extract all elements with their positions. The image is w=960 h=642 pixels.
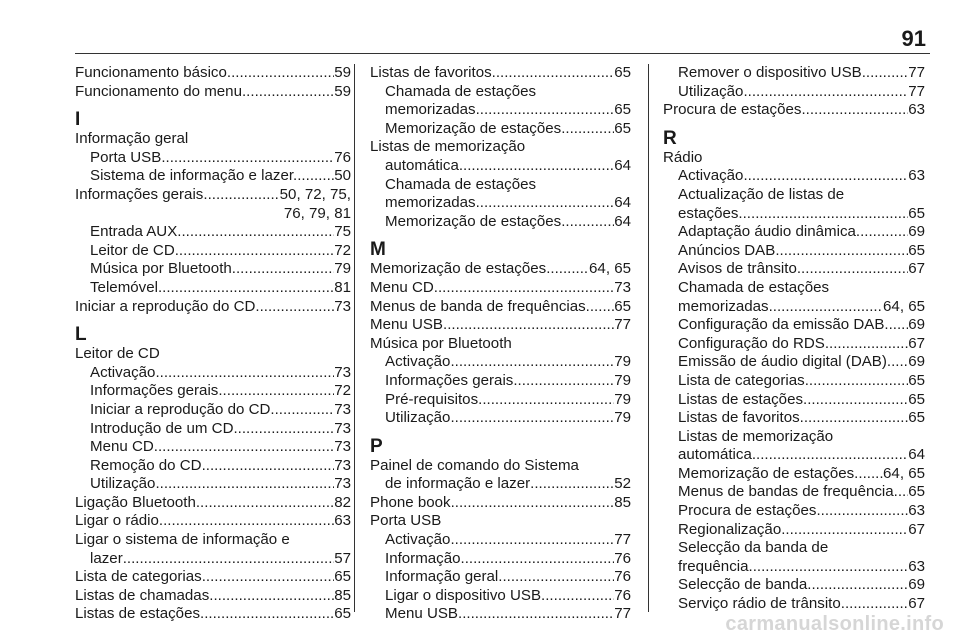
index-term: Configuração da emissão DAB. <box>678 316 889 334</box>
index-page-ref: 65 <box>614 64 631 81</box>
dot-leader <box>202 457 335 476</box>
index-term: Procura de estações <box>663 101 802 119</box>
dot-leader <box>513 372 614 391</box>
dot-leader <box>752 446 908 465</box>
index-term: automática <box>678 446 752 464</box>
dot-leader <box>200 605 334 624</box>
index-term: Iniciar a reprodução do CD <box>90 400 271 418</box>
index-term: Utilização <box>90 475 156 493</box>
index-term: Selecção de banda <box>678 576 808 594</box>
index-entry <box>75 420 351 439</box>
index-page-ref: 73 <box>334 297 351 315</box>
index-page-ref: 76 <box>614 568 631 586</box>
index-entry <box>370 194 631 213</box>
index-term: Adaptação áudio dinâmica <box>678 223 856 241</box>
index-entry <box>75 186 351 205</box>
index-term: Sistema de informação e lazer. <box>90 167 298 185</box>
dot-leader <box>803 391 908 410</box>
index-page-ref: 64 <box>908 446 925 464</box>
index-page-ref: 77 <box>614 531 631 549</box>
index-page-ref: 63 <box>908 101 925 119</box>
index-entry <box>370 494 631 513</box>
index-entry <box>370 64 631 83</box>
index-term: Memorização de estações <box>385 119 562 137</box>
index-heading: Rádio <box>663 148 703 166</box>
dot-leader <box>805 372 909 391</box>
index-page-ref: 52 <box>614 475 631 493</box>
index-heading: Chamada de estações <box>385 175 537 193</box>
dot-leader <box>769 298 883 317</box>
index-entry <box>663 353 925 372</box>
index-page-ref: 77 <box>614 605 631 623</box>
index-term: memorizadas <box>678 297 769 315</box>
index-term: Menus de banda de frequências. <box>370 297 590 315</box>
dot-leader <box>887 353 908 372</box>
index-term: Activação <box>90 363 156 381</box>
dot-leader <box>530 475 614 494</box>
dot-leader <box>233 420 334 439</box>
dot-leader <box>175 242 334 261</box>
index-page-ref: 65 <box>334 605 351 623</box>
watermark: carmanualsonline.info <box>725 613 944 635</box>
index-letter-heading: P <box>370 435 383 457</box>
index-term: Informações gerais <box>385 371 514 389</box>
dot-leader <box>801 101 908 120</box>
index-entry <box>75 605 351 624</box>
index-entry <box>370 260 631 279</box>
index-entry <box>75 457 351 476</box>
index-entry <box>663 167 925 186</box>
index-page-ref: 67 <box>908 520 925 538</box>
index-entry <box>370 409 631 428</box>
index-entry <box>75 279 351 298</box>
index-entry <box>75 587 351 606</box>
index-heading: Selecção da banda de <box>678 539 829 557</box>
page-number: 91 <box>901 26 926 51</box>
index-page-ref: 63 <box>908 167 925 185</box>
index-page-ref: 57 <box>334 549 351 567</box>
index-entry <box>75 223 351 242</box>
index-page-ref: 82 <box>334 493 351 511</box>
index-term: Menu USB <box>385 605 458 623</box>
dot-leader <box>816 502 908 521</box>
index-term: memorizadas <box>385 101 476 119</box>
index-page-ref: 79 <box>614 353 631 371</box>
index-entry <box>663 483 925 502</box>
index-page-ref: 67 <box>908 334 925 352</box>
index-page-ref: 64 <box>614 212 631 230</box>
index-page-ref: 63 <box>334 512 351 530</box>
index-page-numbers-continued: 76, 79, 81 <box>283 204 351 222</box>
dot-leader <box>743 167 908 186</box>
index-entry <box>663 521 925 540</box>
index-term: Activação <box>678 167 744 185</box>
index-entry <box>663 502 925 521</box>
dot-leader <box>862 64 908 83</box>
index-term: Configuração do RDS <box>678 334 825 352</box>
index-page-ref: 65 <box>908 390 925 408</box>
dot-leader <box>541 587 614 606</box>
index-page-ref: 76 <box>614 549 631 567</box>
index-term: Informação geral <box>385 568 499 586</box>
index-entry <box>370 605 631 624</box>
index-term: Lista de categorias <box>678 371 805 389</box>
index-page-ref: 64, 65 <box>883 297 925 315</box>
index-term: Informações gerais <box>90 382 219 400</box>
index-term: Serviço rádio de trânsito <box>678 595 841 613</box>
dot-leader <box>451 494 615 513</box>
index-entry <box>370 316 631 335</box>
dot-leader <box>218 382 334 401</box>
index-term: estações <box>678 204 739 222</box>
index-entry <box>663 391 925 410</box>
index-entry <box>75 242 351 261</box>
index-page-ref: 65 <box>614 119 631 137</box>
index-term: Listas de estações <box>678 390 804 408</box>
index-letter-heading: I <box>75 109 81 131</box>
dot-leader <box>738 205 908 224</box>
index-heading: Ligar o sistema de informação e <box>75 531 290 549</box>
index-page-ref: 73 <box>614 278 631 296</box>
index-page-ref: 76 <box>334 148 351 166</box>
index-page-ref: 50 <box>334 167 351 185</box>
index-term: lazer <box>90 549 123 567</box>
index-heading: Actualização de listas de <box>678 185 845 203</box>
index-page-ref: 67 <box>908 260 925 278</box>
index-term: Porta USB <box>90 148 162 166</box>
dot-leader <box>155 364 334 383</box>
index-term: Leitor de CD <box>90 241 175 259</box>
index-page-ref: 77 <box>614 316 631 334</box>
dot-leader <box>478 391 614 410</box>
index-term: Informação <box>385 549 461 567</box>
dot-leader <box>450 409 614 428</box>
dot-leader <box>255 298 334 317</box>
dot-leader <box>561 213 614 232</box>
index-entry <box>370 213 631 232</box>
dot-leader <box>177 223 334 242</box>
index-entry <box>370 279 631 298</box>
column-divider <box>354 64 355 612</box>
index-page-ref: 73 <box>334 400 351 418</box>
index-entry <box>370 391 631 410</box>
index-entry <box>75 550 351 569</box>
dot-leader <box>155 475 334 494</box>
index-entry <box>663 558 925 577</box>
index-term: Menu CD <box>370 278 434 296</box>
index-term: Regionalização <box>678 520 782 538</box>
index-term: Procura de estações <box>678 502 817 520</box>
index-heading: Porta USB <box>370 512 442 530</box>
dot-leader <box>476 194 615 213</box>
index-entry <box>75 364 351 383</box>
dot-leader <box>161 149 334 168</box>
index-entry <box>75 568 351 587</box>
index-term: Menus de bandas de frequência <box>678 483 894 501</box>
index-entry <box>663 83 925 102</box>
index-page-ref: 65 <box>908 409 925 427</box>
index-heading: Informação geral <box>75 130 189 148</box>
index-entry <box>75 149 351 168</box>
index-page-ref: 72 <box>334 241 351 259</box>
index-entry <box>370 353 631 372</box>
index-entry <box>663 335 925 354</box>
index-term: Ligar o rádio <box>75 512 159 530</box>
dot-leader <box>123 550 334 569</box>
dot-leader <box>797 260 908 279</box>
index-heading: Chamada de estações <box>385 82 537 100</box>
index-page-ref: 85 <box>614 493 631 511</box>
header-rule <box>75 53 930 54</box>
dot-leader <box>561 120 614 139</box>
index-page-ref: 79 <box>614 409 631 427</box>
index-term: Listas de favoritos <box>678 409 800 427</box>
index-heading: Música por Bluetooth <box>370 334 512 352</box>
index-term: Activação <box>385 531 451 549</box>
dot-leader <box>209 587 334 606</box>
index-entry <box>75 475 351 494</box>
dot-leader <box>158 279 334 298</box>
column-divider <box>648 64 649 612</box>
index-entry <box>75 382 351 401</box>
index-page-ref: 77 <box>908 64 925 81</box>
dot-leader <box>450 353 614 372</box>
index-term: Listas de favoritos <box>370 64 492 81</box>
index-column-1 <box>75 64 351 624</box>
index-letter-heading: L <box>75 324 87 346</box>
index-column-2 <box>370 64 631 624</box>
index-entry <box>75 260 351 279</box>
dot-leader <box>825 335 908 354</box>
index-term: Funcionamento básico <box>75 64 227 81</box>
index-heading: Chamada de estações <box>678 278 830 296</box>
index-heading: Painel de comando do Sistema <box>370 456 579 474</box>
index-page-ref: 76 <box>614 586 631 604</box>
index-term: Pré-requisitos <box>385 390 479 408</box>
index-heading: Listas de memorização <box>370 138 526 156</box>
index-entry <box>75 298 351 317</box>
index-term: Memorização de estações <box>370 260 547 278</box>
dot-leader <box>232 260 334 279</box>
index-page-ref: 73 <box>334 475 351 493</box>
dot-leader <box>498 568 614 587</box>
index-page-ref: 69 <box>908 316 925 334</box>
dot-leader <box>202 568 335 587</box>
dot-leader <box>443 316 614 335</box>
index-heading: Leitor de CD <box>75 345 160 363</box>
index-entry <box>370 475 631 494</box>
index-term: memorizadas <box>385 194 476 212</box>
dot-leader <box>242 83 334 102</box>
index-page-ref: 73 <box>334 363 351 381</box>
dot-leader <box>807 576 908 595</box>
index-entry <box>663 64 925 83</box>
index-page-ref: 75 <box>334 223 351 241</box>
dot-leader <box>461 550 615 569</box>
index-page-ref: 65 <box>334 568 351 586</box>
index-page-ref: 64, 65 <box>883 464 925 482</box>
index-entry <box>370 120 631 139</box>
index-term: frequência <box>678 557 749 575</box>
dot-leader <box>841 595 908 614</box>
index-term: Avisos de trânsito <box>678 260 797 278</box>
index-entry <box>663 316 925 335</box>
index-entry <box>370 157 631 176</box>
index-entry <box>75 494 351 513</box>
index-page-ref: 65 <box>614 101 631 119</box>
dot-leader <box>781 521 908 540</box>
dot-leader <box>858 465 883 484</box>
index-term: Ligar o dispositivo USB <box>385 586 542 604</box>
index-entry <box>370 372 631 391</box>
index-term: Memorização de estações <box>385 212 562 230</box>
dot-leader <box>227 64 334 83</box>
index-term: Activação <box>385 353 451 371</box>
dot-leader <box>270 401 334 420</box>
index-term: Emissão de áudio digital (DAB) <box>678 353 887 371</box>
index-entry <box>75 64 351 83</box>
index-page-ref: 63 <box>908 502 925 520</box>
index-term: Introdução de um CD <box>90 419 234 437</box>
index-page-ref: 65 <box>614 297 631 315</box>
index-term: Música por Bluetooth <box>90 260 232 278</box>
index-term: Listas de chamadas <box>75 586 210 604</box>
index-page-ref: 59 <box>334 82 351 100</box>
dot-leader <box>894 483 909 502</box>
dot-leader <box>154 438 334 457</box>
dot-leader <box>546 260 589 279</box>
index-letter-heading: M <box>370 239 386 261</box>
dot-leader <box>458 605 614 624</box>
dot-leader <box>196 494 334 513</box>
index-entry <box>663 205 925 224</box>
index-entry <box>663 446 925 465</box>
index-term: automática <box>385 156 459 174</box>
dot-leader <box>434 279 614 298</box>
index-term: Funcionamento do menu <box>75 82 242 100</box>
dot-leader <box>492 64 615 83</box>
index-column-3 <box>663 64 925 614</box>
index-page-ref: 59 <box>334 64 351 81</box>
index-page-ref: 85 <box>334 586 351 604</box>
index-letter-heading: R <box>663 127 677 149</box>
index-page-ref: 79 <box>334 260 351 278</box>
index-entry <box>75 83 351 102</box>
index-term: Iniciar a reprodução do CD <box>75 297 256 315</box>
dot-leader <box>889 316 909 335</box>
dot-leader <box>450 531 614 550</box>
index-entry <box>663 298 925 317</box>
index-term: Menu CD <box>90 438 154 456</box>
index-term: Memorização de estações. <box>678 464 859 482</box>
dot-leader <box>297 167 334 186</box>
dot-leader <box>856 223 908 242</box>
index-page-ref: 72 <box>334 382 351 400</box>
index-page-ref: 64 <box>614 156 631 174</box>
index-entry <box>663 101 925 120</box>
index-entry <box>663 595 925 614</box>
index-entry <box>663 242 925 261</box>
index-page-ref: 65 <box>908 371 925 389</box>
index-page-ref: 63 <box>908 557 925 575</box>
index-entry <box>663 260 925 279</box>
index-entry <box>370 101 631 120</box>
index-page-ref: 77 <box>908 82 925 100</box>
index-page-ref: 73 <box>334 438 351 456</box>
index-entry <box>75 438 351 457</box>
index-page-ref: 79 <box>614 390 631 408</box>
dot-leader <box>749 558 909 577</box>
index-page-ref: 50, 72, 75, <box>279 185 351 203</box>
index-heading: Listas de memorização <box>678 427 834 445</box>
index-term: Telemóvel <box>90 278 158 296</box>
index-entry <box>370 550 631 569</box>
dot-leader <box>459 157 614 176</box>
dot-leader <box>476 101 615 120</box>
index-entry <box>370 568 631 587</box>
index-page-ref: 65 <box>908 204 925 222</box>
index-entry <box>75 167 351 186</box>
index-page-ref: 79 <box>614 371 631 389</box>
dot-leader <box>208 186 280 205</box>
dot-leader <box>159 512 334 531</box>
index-term: Menu USB <box>370 316 443 334</box>
index-entry <box>75 401 351 420</box>
index-entry <box>370 531 631 550</box>
index-page-ref: 64, 65 <box>589 260 631 278</box>
index-term: Utilização <box>678 82 744 100</box>
index-page-ref: 69 <box>908 576 925 594</box>
index-term: Lista de categorias <box>75 568 202 586</box>
index-term: Remover o dispositivo USB <box>678 64 862 81</box>
index-page-ref: 64 <box>614 194 631 212</box>
index-page-ref: 73 <box>334 419 351 437</box>
index-page-ref: 67 <box>908 595 925 613</box>
index-page-ref: 65 <box>908 483 925 501</box>
index-page-ref: 69 <box>908 353 925 371</box>
index-page-ref: 81 <box>334 278 351 296</box>
index-entry <box>663 372 925 391</box>
index-term: Remoção do CD <box>90 456 202 474</box>
index-entry <box>663 465 925 484</box>
index-page-ref: 73 <box>334 456 351 474</box>
index-entry <box>663 576 925 595</box>
index-page-ref: 69 <box>908 223 925 241</box>
index-entry <box>370 298 631 317</box>
index-page-ref: 65 <box>908 241 925 259</box>
index-term: Anúncios DAB <box>678 241 776 259</box>
index-term: Informações gerais. <box>75 185 208 203</box>
index-term: Utilização <box>385 409 451 427</box>
index-entry <box>370 587 631 606</box>
index-term: Ligação Bluetooth <box>75 493 196 511</box>
index-term: Phone book <box>370 493 451 511</box>
dot-leader <box>775 242 908 261</box>
index-entry <box>663 223 925 242</box>
dot-leader <box>743 83 908 102</box>
index-entry <box>75 512 351 531</box>
index-entry <box>663 409 925 428</box>
index-term: Listas de estações <box>75 605 201 623</box>
dot-leader <box>590 298 614 317</box>
index-term: Entrada AUX <box>90 223 178 241</box>
dot-leader <box>800 409 909 428</box>
index-term: de informação e lazer <box>385 475 531 493</box>
